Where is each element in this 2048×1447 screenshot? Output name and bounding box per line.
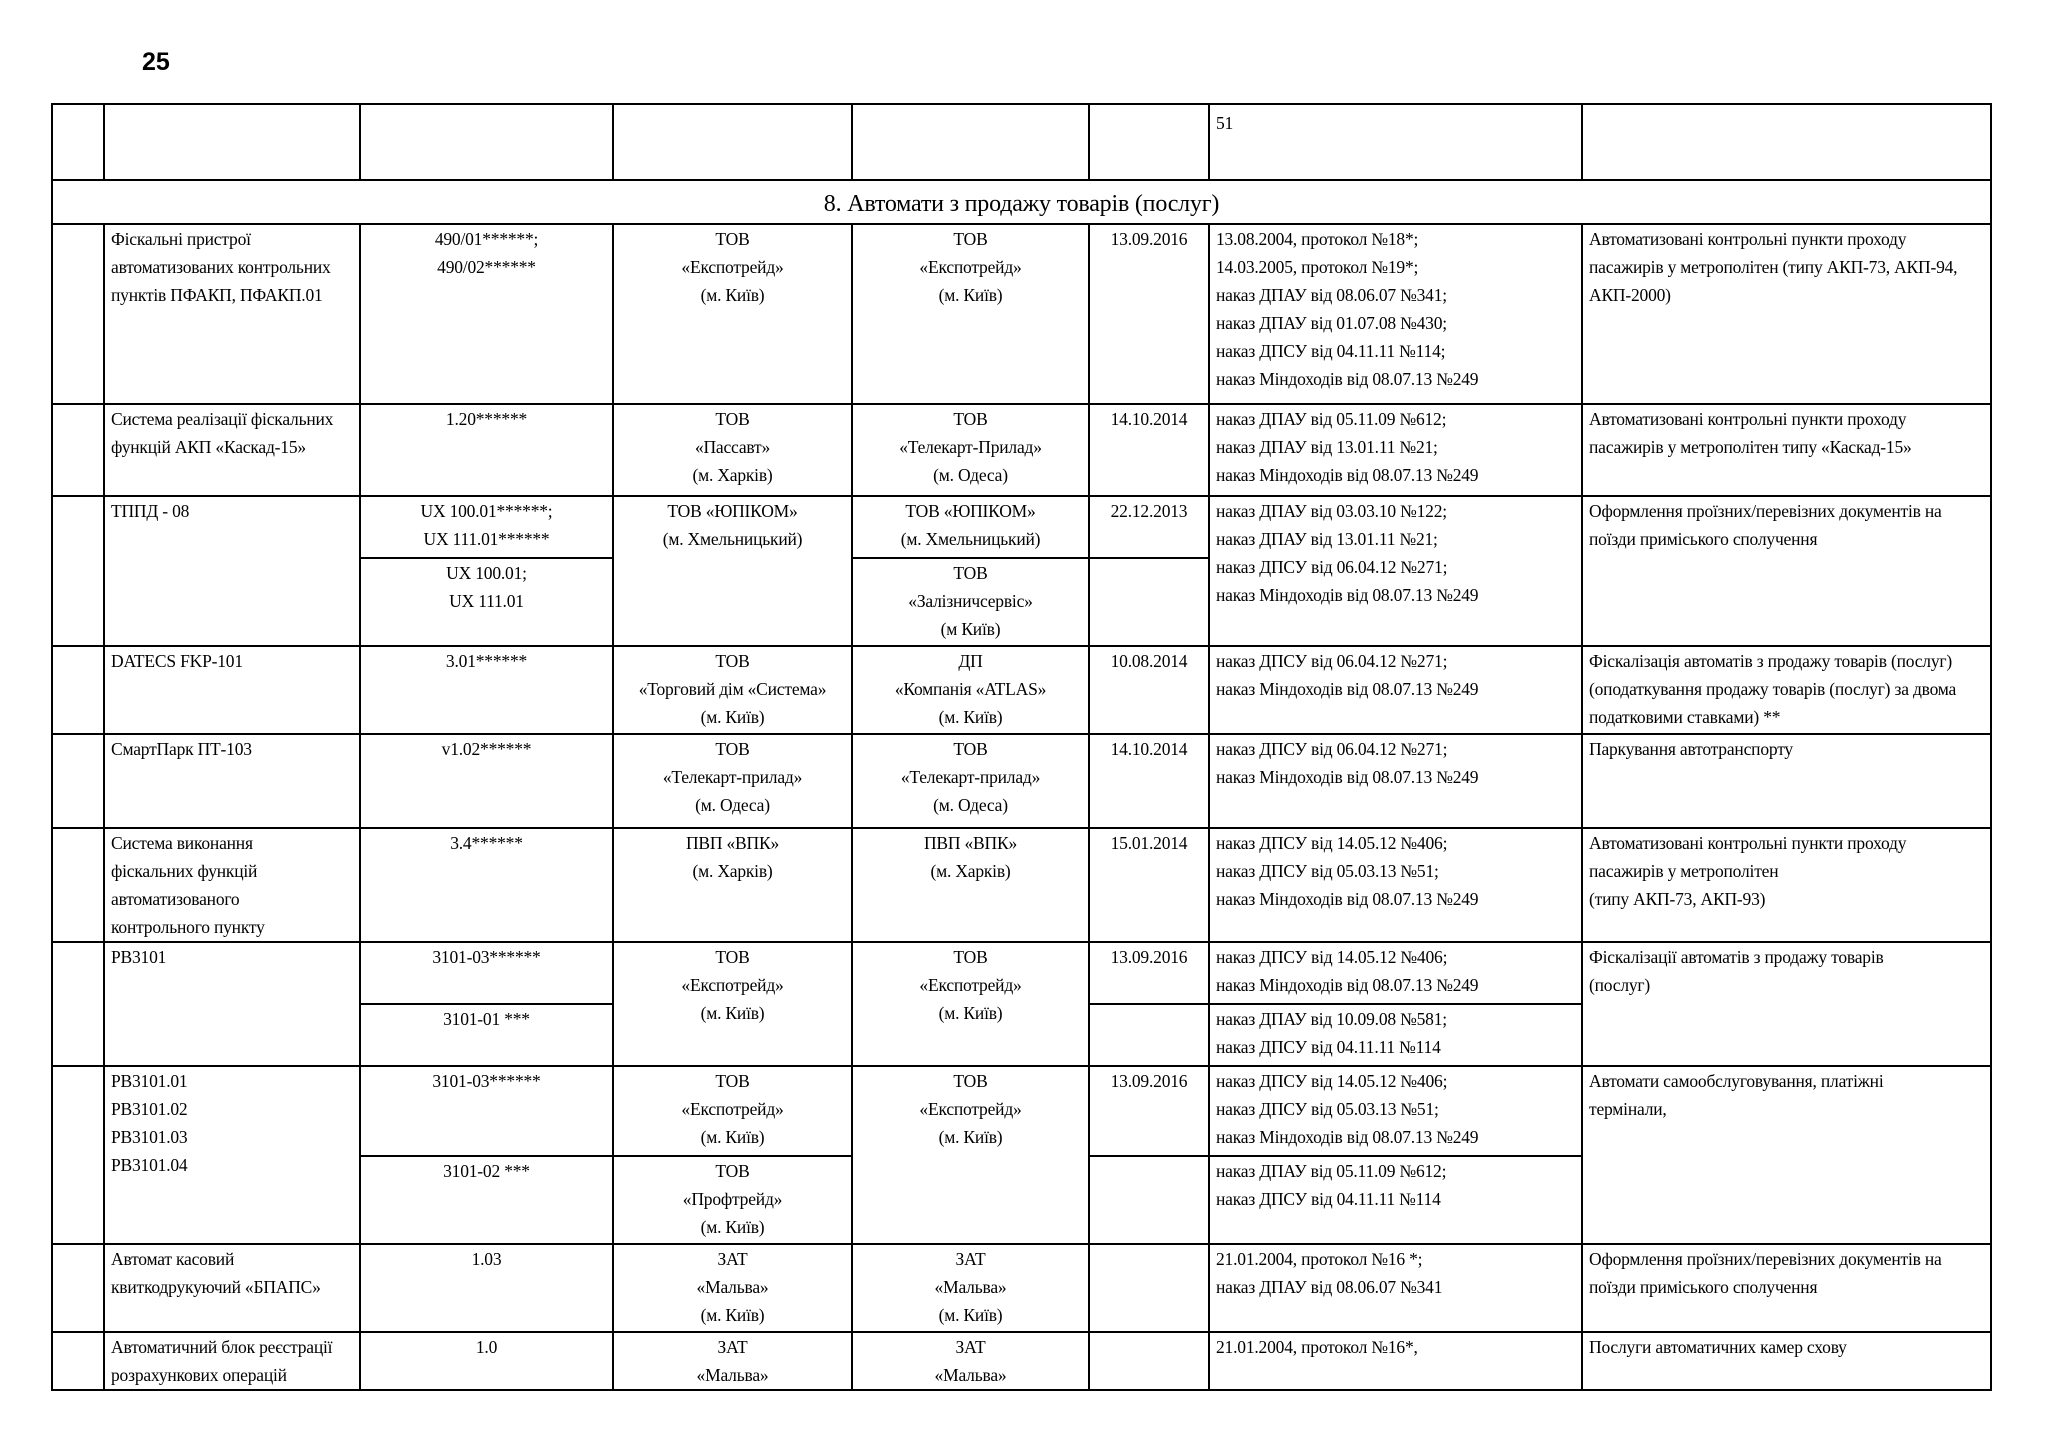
table-row [52,224,1991,404]
cell-text: наказ ДПСУ від 06.04.12 №271; [1216,739,1448,759]
table-cell [52,1332,104,1390]
applicant [613,1156,852,1244]
cell-text: наказ ДПАУ від 01.07.08 №430; [1216,313,1447,333]
cell-text: ТОВ «ЮПІКОМ» [667,501,798,521]
cell-text: Система виконання [111,833,253,853]
cell-text: (м. Харків) [692,861,773,881]
cell-text: пунктів ПФАКП, ПФАКП.01 [111,285,323,305]
table-cell [52,404,104,496]
table-cell [52,1066,104,1244]
manufacturer [852,1066,1089,1244]
software-version [360,558,613,646]
cell-text: розрахункових операцій [111,1365,287,1385]
cell-text: «Мальва» [696,1365,769,1385]
cell-text: (м. Київ) [700,1003,765,1023]
cell-text: наказ ДПСУ від 05.03.13 №51; [1216,861,1439,881]
cell-text: наказ ДПАУ від 08.06.07 №341 [1216,1277,1443,1297]
cell-text: ЗАТ [717,1337,748,1357]
date [1089,496,1209,558]
cell-text: 1.0 [475,1337,498,1357]
cell-text: ЗАТ [955,1249,986,1269]
scope [1582,1066,1991,1244]
table-cell [852,104,1089,180]
manufacturer [852,646,1089,734]
cell-text: 3101-02 *** [443,1161,530,1181]
cell-text: (м Київ) [940,619,1001,639]
scope [1582,1332,1991,1390]
cell-text: 490/02****** [437,257,536,277]
cell-text: (м. Харків) [692,465,773,485]
cell-text: 14.10.2014 [1110,739,1188,759]
cell-text: наказ ДПАУ від 13.01.11 №21; [1216,529,1438,549]
cell-text: наказ ДПАУ від 05.11.09 №612; [1216,1161,1447,1181]
cell-text: поїзди приміського сполучення [1589,1277,1818,1297]
cell-text: ТППД - 08 [111,501,190,521]
cell-text: 21.01.2004, протокол №16 *; [1216,1249,1423,1269]
cell-text: Паркування автотранспорту [1589,739,1793,759]
cell-text: Послуги автоматичних камер схову [1589,1337,1847,1357]
table-row [52,104,1991,180]
product-name [104,496,360,646]
date [1089,828,1209,942]
table-row [52,1332,1991,1390]
cell-text: наказ Міндоходів від 08.07.13 №249 [1216,1127,1479,1147]
date [1089,646,1209,734]
cell-text: поїзди приміського сполучення [1589,529,1818,549]
cell-text: (послуг) [1589,975,1651,995]
applicant [613,646,852,734]
cell-text: наказ ДПСУ від 04.11.11 №114 [1216,1037,1441,1057]
cell-text: Фіскалізація автоматів з продажу товарів (послуг) [1589,651,1952,671]
cell-text: пасажирів у метрополітен [1589,861,1779,881]
cell-text: наказ Міндоходів від 08.07.13 №249 [1216,889,1479,909]
section-title: 8. Автомати з продажу товарів (послуг) [52,180,1991,224]
cell-text: 490/01******; [434,229,539,249]
cell-text: РВ3101.03 [111,1127,188,1147]
cell-text: ЗАТ [955,1337,986,1357]
date [1089,734,1209,828]
cell-text: 22.12.2013 [1110,501,1188,521]
cell-text: СмартПарк ПТ-103 [111,739,252,759]
applicant [613,1332,852,1390]
table-cell [52,734,104,828]
orders [1209,1066,1582,1156]
cell-text: Автомати самообслуговування, платіжні [1589,1071,1884,1091]
date [1089,224,1209,404]
table-row [52,646,1991,734]
manufacturer [852,942,1089,1066]
table-cell [52,224,104,404]
cell-text: (м. Київ) [938,1305,1003,1325]
cell-text: (м. Київ) [700,707,765,727]
software-version [360,224,613,404]
cell-text: UX 111.01 [449,591,524,611]
orders [1209,734,1582,828]
cell-text: АКП-2000) [1589,285,1671,305]
cell-text: ДП [958,651,983,671]
table-cell [1089,104,1209,180]
cell-text: (м. Одеса) [933,795,1008,815]
cell-text: функцій АКП «Каскад-15» [111,437,306,457]
product-name [104,734,360,828]
applicant [613,734,852,828]
cell-text: ТОВ [953,1071,988,1091]
date [1089,942,1209,1004]
cell-text: наказ ДПАУ від 05.11.09 №612; [1216,409,1447,429]
table-cell [52,1244,104,1332]
cell-text: ТОВ [953,947,988,967]
cell-text: наказ ДПСУ від 14.05.12 №406; [1216,947,1448,967]
cell-text: (м. Одеса) [695,795,770,815]
cell-text: квиткодрукуючий «БПАПС» [111,1277,321,1297]
cell-text: Фіскальні пристрої [111,229,251,249]
cell-text: пасажирів у метрополітен (типу АКП-73, АКП-94, [1589,257,1958,277]
applicant [613,404,852,496]
orders [1209,404,1582,496]
manufacturer [852,496,1089,558]
table-row [52,496,1991,558]
cell-text: наказ Міндоходів від 08.07.13 №249 [1216,679,1479,699]
table-row [52,734,1991,828]
cell-text: ПВП «ВПК» [923,833,1017,853]
cell-text: «Мальва» [934,1277,1007,1297]
cell-text: Система реалізації фіскальних [111,409,334,429]
cell-text: «Залізничсервіс» [908,591,1033,611]
cell-text: (м. Київ) [700,285,765,305]
scope [1582,646,1991,734]
orders [1209,1244,1582,1332]
scope [1582,734,1991,828]
cell-text: UX 100.01; [446,563,527,583]
cell-text: наказ Міндоходів від 08.07.13 №249 [1216,975,1479,995]
applicant [613,224,852,404]
software-version [360,1332,613,1390]
cell-text: (м. Хмельницький) [900,529,1041,549]
cell-text: «Телекарт-Прилад» [899,437,1042,457]
cell-text: наказ ДПСУ від 14.05.12 №406; [1216,833,1448,853]
cell-text: «Профтрейд» [682,1189,783,1209]
cell-text: наказ ДПСУ від 06.04.12 №271; [1216,651,1448,671]
cell-text: Автоматизовані контрольні пункти проходу [1589,229,1907,249]
cell-text: (типу АКП-73, АКП-93) [1589,889,1766,909]
table-cell [613,104,852,180]
cell-text: наказ Міндоходів від 08.07.13 №249 [1216,465,1479,485]
software-version [360,1004,613,1066]
cell-text: наказ Міндоходів від 08.07.13 №249 [1216,767,1479,787]
date [1089,404,1209,496]
table-cell [104,104,360,180]
scope [1582,496,1991,646]
software-version [360,828,613,942]
table-row [52,404,1991,496]
table-cell [1209,104,1582,180]
cell-text: ТОВ [953,229,988,249]
table-row [52,942,1991,1004]
cell-text: (м. Київ) [938,707,1003,727]
table-cell [1582,104,1991,180]
cell-text: 13.09.2016 [1110,229,1188,249]
orders [1209,646,1582,734]
cell-text: (м. Київ) [700,1305,765,1325]
cell-text: «Експотрейд» [681,1099,784,1119]
cell-text: «Компанія «ATLAS» [894,679,1047,699]
cell-text: «Мальва» [934,1365,1007,1385]
scope [1582,828,1991,942]
orders [1209,1332,1582,1390]
cell-text: (м. Хмельницький) [662,529,803,549]
cell-text: ТОВ [715,947,750,967]
cell-text: наказ ДПСУ від 05.03.13 №51; [1216,1099,1439,1119]
cell-text: (м. Київ) [938,1127,1003,1147]
cell-text: Автоматизовані контрольні пункти проходу [1589,409,1907,429]
cell-text: РВ3101 [111,947,167,967]
cell-text: наказ ДПСУ від 04.11.11 №114 [1216,1189,1441,1209]
cell-text: ЗАТ [717,1249,748,1269]
cell-text: наказ ДПАУ від 13.01.11 №21; [1216,437,1438,457]
table-cell [52,828,104,942]
date [1089,1004,1209,1066]
table-cell [52,646,104,734]
cell-text: ТОВ [715,1161,750,1181]
product-name [104,224,360,404]
cell-text: «Мальва» [696,1277,769,1297]
cell-text: контрольного пункту [111,917,265,937]
cell-text: ТОВ [953,409,988,429]
cell-text: Автомат касовий [111,1249,235,1269]
cell-text: ТОВ [715,651,750,671]
software-version [360,942,613,1004]
cell-text: (м. Харків) [930,861,1011,881]
cell-text: РВ3101.02 [111,1099,188,1119]
cell-text: наказ Міндоходів від 08.07.13 №249 [1216,369,1479,389]
cell-text: ТОВ [715,1071,750,1091]
date [1089,558,1209,646]
cell-text: 3101-03****** [432,947,541,967]
product-name [104,1066,360,1244]
cell-text: «Телекарт-прилад» [662,767,803,787]
manufacturer [852,224,1089,404]
page-number: 25 [142,48,170,76]
cell-text: Оформлення проїзних/перевізних документів на [1589,501,1942,521]
cell-text: UX 100.01******; [420,501,553,521]
applicant [613,496,852,646]
cell-text: пасажирів у метрополітен типу «Каскад-15» [1589,437,1912,457]
cell-text: наказ ДПАУ від 10.09.08 №581; [1216,1009,1447,1029]
cell-text: автоматизованого [111,889,240,909]
software-version [360,1156,613,1244]
product-name [104,1332,360,1390]
cell-text: «Торговий дім «Система» [638,679,827,699]
product-name [104,828,360,942]
cell-text: наказ ДПАУ від 08.06.07 №341; [1216,285,1447,305]
orders [1209,942,1582,1004]
cell-text: ТОВ [953,563,988,583]
cell-text: наказ Міндоходів від 08.07.13 №249 [1216,585,1479,605]
cell-text: наказ ДПСУ від 06.04.12 №271; [1216,557,1448,577]
cell-text: (оподаткування продажу товарів (послуг) за двома [1589,679,1957,699]
cell-text: наказ ДПСУ від 04.11.11 №114; [1216,341,1446,361]
cell-text: «Експотрейд» [681,975,784,995]
applicant [613,1066,852,1156]
cell-text: ТОВ [953,739,988,759]
manufacturer [852,558,1089,646]
scope [1582,224,1991,404]
software-version [360,404,613,496]
cell-text: РВ3101.04 [111,1155,188,1175]
table-row [52,1066,1991,1156]
cell-text: 3.01****** [445,651,528,671]
table-row [52,828,1991,942]
cell-text: 13.09.2016 [1110,1071,1188,1091]
cell-text: 21.01.2004, протокол №16*, [1216,1337,1418,1357]
cell-text: UX 111.01****** [423,529,550,549]
cell-text: «Експотрейд» [919,1099,1022,1119]
cell-text: «Експотрейд» [919,257,1022,277]
cell-text: наказ ДПСУ від 14.05.12 №406; [1216,1071,1448,1091]
cell-text: 13.08.2004, протокол №18*; [1216,229,1419,249]
product-name [104,404,360,496]
date [1089,1156,1209,1244]
cell-text: (м. Одеса) [933,465,1008,485]
cell-text: 3.4****** [450,833,523,853]
software-version [360,734,613,828]
top-row-value: 51 [1216,113,1234,133]
cell-text: Автоматизовані контрольні пункти проходу [1589,833,1907,853]
table-cell [360,104,613,180]
manufacturer [852,404,1089,496]
cell-text: «Телекарт-прилад» [900,767,1041,787]
cell-text: (м. Київ) [938,1003,1003,1023]
date [1089,1066,1209,1156]
manufacturer [852,1244,1089,1332]
cell-text: ТОВ [715,739,750,759]
orders [1209,828,1582,942]
manufacturer [852,828,1089,942]
cell-text: 1.20****** [445,409,528,429]
software-version [360,1066,613,1156]
product-name [104,1244,360,1332]
cell-text: термінали, [1589,1099,1667,1119]
cell-text: 3101-03****** [432,1071,541,1091]
orders [1209,496,1582,646]
table-row [52,1244,1991,1332]
cell-text: 1.03 [471,1249,502,1269]
date [1089,1244,1209,1332]
cell-text: 13.09.2016 [1110,947,1188,967]
scope [1582,404,1991,496]
cell-text: автоматизованих контрольних [111,257,331,277]
applicant [613,1244,852,1332]
cell-text: (м. Київ) [700,1127,765,1147]
table-cell [52,496,104,646]
scope [1582,942,1991,1066]
cell-text: ТОВ «ЮПІКОМ» [905,501,1036,521]
cell-text: «Експотрейд» [681,257,784,277]
applicant [613,828,852,942]
cell-text: ТОВ [715,229,750,249]
cell-text: 3101-01 *** [443,1009,530,1029]
orders [1209,1004,1582,1066]
orders [1209,1156,1582,1244]
cell-text: 14.03.2005, протокол №19*; [1216,257,1419,277]
orders [1209,224,1582,404]
register-table [51,103,1992,1391]
date [1089,1332,1209,1390]
product-name [104,646,360,734]
cell-text: DATECS FKP-101 [111,651,243,671]
scope [1582,1244,1991,1332]
cell-text: фіскальних функцій [111,861,258,881]
cell-text: 10.08.2014 [1110,651,1188,671]
cell-text: «Пассавт» [694,437,771,457]
manufacturer [852,1332,1089,1390]
table-cell [52,942,104,1066]
cell-text: ТОВ [715,409,750,429]
cell-text: 14.10.2014 [1110,409,1188,429]
software-version [360,1244,613,1332]
cell-text: (м. Київ) [938,285,1003,305]
applicant [613,942,852,1066]
cell-text: РВ3101.01 [111,1071,188,1091]
cell-text: ПВП «ВПК» [685,833,779,853]
manufacturer [852,734,1089,828]
section-header-row [52,180,1991,224]
software-version [360,496,613,558]
cell-text: Автоматичний блок реєстрації [111,1337,333,1357]
cell-text: 15.01.2014 [1110,833,1188,853]
cell-text: Оформлення проїзних/перевізних документів на [1589,1249,1942,1269]
cell-text: наказ ДПАУ від 03.03.10 №122; [1216,501,1447,521]
cell-text: податковими ставками) ** [1589,707,1781,727]
product-name [104,942,360,1066]
software-version [360,646,613,734]
cell-text: (м. Київ) [700,1217,765,1237]
cell-text: v1.02****** [441,739,532,759]
table-cell [52,104,104,180]
cell-text: Фіскалізації автоматів з продажу товарів [1589,947,1884,967]
cell-text: «Експотрейд» [919,975,1022,995]
